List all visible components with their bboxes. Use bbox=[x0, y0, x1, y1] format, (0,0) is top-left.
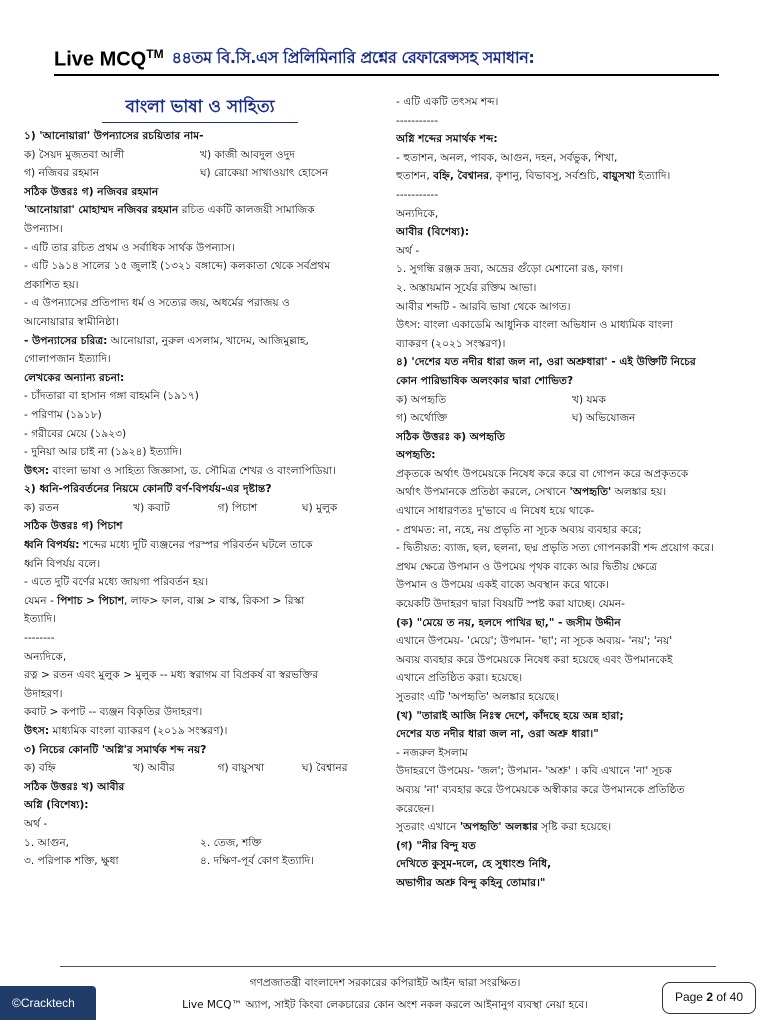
explanation-line: ব্যাকরণ (২০২১ সংস্করণ)। bbox=[396, 337, 506, 350]
explanation-line: সুতরাং এখানে 'অপহৃতি' অলঙ্কার সৃষ্টি করা হয়েছে। bbox=[396, 821, 612, 834]
explanation-line: আনোয়ারার স্বামীনিষ্ঠা। bbox=[24, 315, 119, 328]
option: গ) অর্থোক্তি bbox=[396, 412, 448, 425]
example-quote: দেখিতে কুসুম-দলে, হে সুধাংশু নিধি, bbox=[396, 858, 552, 871]
header-title: ৪৪তম বি.সি.এস প্রিলিমিনারি প্রশ্নের রেফারেন্সসহ সমাধান: bbox=[171, 48, 535, 67]
option: খ) আবীর bbox=[133, 762, 175, 775]
explanation-line: রত্ন > রতন এবং মুলুক > মুলুক -- মধ্য স্বরাগম বা বিপ্রকর্ষ বা স্বরভক্তির bbox=[24, 669, 319, 682]
explanation-line: - গরীবের মেয়ে (১৯২৩) bbox=[24, 427, 127, 440]
explanation-line: হুতাশন, বহ্নি, বৈশ্বানর, কৃশানু, বিভাবসু, সর্বশুচি, বায়ুসখা ইত্যাদি। bbox=[396, 170, 671, 183]
question-3: ৩) নিচের কোনটি 'অগ্নি'র সমার্থক শব্দ নয়? bbox=[24, 743, 207, 756]
separator: -------- bbox=[24, 632, 55, 645]
explanation-line: ধ্বনি বিপর্যয় বলে। bbox=[24, 557, 101, 570]
explanation-line: উপন্যাস। bbox=[24, 222, 63, 235]
explanation-line: - এ উপন্যাসের প্রতিপাদ্য ধর্ম ও সত্যের জয়, অধর্মের পরাজয় ও bbox=[24, 297, 290, 310]
explanation-line: - পরিণাম (১৯১৮) bbox=[24, 408, 102, 421]
meaning: ৪. দক্ষিণ-পূর্ব কোণ ইত্যাদি। bbox=[200, 855, 315, 868]
option: খ) কবাট bbox=[133, 501, 170, 514]
meanings-row bbox=[24, 852, 376, 871]
explanation-line: অপহৃতি: bbox=[396, 449, 436, 462]
page-header bbox=[54, 36, 719, 76]
option: গ) বায়ুসখা bbox=[217, 762, 265, 775]
explanation-line: এখানে সাধারণতঃ দু'ভাবে এ নিষেধ হয়ে থাকে- bbox=[396, 505, 595, 518]
explanation-line: প্রকাশিত হয়। bbox=[24, 278, 79, 291]
page-number: Page 2 of 40 bbox=[662, 982, 756, 1014]
explanation-line: আবীর (বিশেষ্য): bbox=[396, 226, 470, 239]
example-quote: (খ) "তারাই আজি নিঃস্ব দেশে, কাঁদছে হয়ে অন্ন হারা; bbox=[396, 709, 624, 722]
brand-title: Live MCQ™ bbox=[54, 47, 164, 71]
legal-notice: Live MCQ™ অ্যাপ, সাইট কিংবা লেকচারের কোন অংশ নকল করলে আইনানুগ ব্যবস্থা নেয়া হবে। bbox=[182, 999, 588, 1011]
section-title: বাংলা ভাষা ও সাহিত্য bbox=[102, 92, 298, 123]
option: ক) অপহৃতি bbox=[396, 393, 447, 406]
explanation-line: - হুতাশন, অনল, পাবক, আগুন, দহন, সর্বভুক, শিখা, bbox=[396, 151, 618, 164]
explanation-line: ২. অস্তায়মান সূর্যের রক্তিম আভা। bbox=[396, 281, 537, 294]
source-line: উৎস: মাধ্যমিক বাংলা ব্যাকরণ (২০১৯ সংস্করণ)। bbox=[24, 725, 228, 737]
explanation-line: লেখকের অন্যান্য রচনা: bbox=[24, 371, 125, 384]
option: ক) সৈয়দ মুজতবা আলী bbox=[24, 148, 125, 161]
explanation-line: অর্থ - bbox=[396, 244, 420, 257]
explanation-line: প্রথম ক্ষেত্রে উপমান ও উপমেয় পৃথক বাক্যে আর দ্বিতীয় ক্ষেত্রে bbox=[396, 560, 658, 573]
left-column bbox=[24, 92, 376, 952]
question-3-options bbox=[24, 759, 376, 778]
explanation-line: ধ্বনি বিপর্যয়: শব্দের মধ্যে দুটি ব্যঞ্জনের পরস্পর পরিবর্তন ঘটলে তাকে bbox=[24, 539, 313, 552]
meaning: ২. তেজ, শক্তি bbox=[200, 836, 262, 849]
answer-4: সঠিক উত্তরঃ ক) অপহৃতি bbox=[396, 430, 505, 443]
example-quote: অভাগীর অশ্রু বিন্দু কহিনু তোমার।" bbox=[396, 876, 546, 889]
option: ঘ) অভিযোজন bbox=[572, 412, 636, 425]
explanation-line: অগ্নি শব্দের সমার্থক শব্দ: bbox=[396, 133, 498, 146]
meaning: ৩. পরিপাক শক্তি, ক্ষুধা bbox=[24, 855, 119, 868]
explanation-line: কবাট > কপাট -- ব্যঞ্জন বিকৃতির উদাহরণ। bbox=[24, 706, 203, 719]
meaning: ১. আগুন, bbox=[24, 836, 70, 849]
explanation-line: - প্রথমত: না, নহে, নয় প্রভৃতি না সূচক অব্যয় ব্যবহার করে; bbox=[396, 523, 642, 536]
explanation-line: উদাহরণে উপমেয়- 'জল'; উপমান- 'অশ্রু' । কবি এখানে 'না' সূচক bbox=[396, 765, 672, 778]
explanation-line: 'আনোয়ারা' মোহাম্মদ নজিবর রহমান রচিত একটি কালজয়ী সামাজিক bbox=[24, 204, 315, 217]
question-1-options-b bbox=[24, 164, 376, 183]
option: ক) বহ্নি bbox=[24, 762, 56, 775]
explanation-line: অর্থ - bbox=[24, 817, 48, 830]
explanation-line: - এটি ১৯১৪ সালের ১৫ জুলাই (১৩২১ বঙ্গাব্দে) কলকাতা থেকে সর্বপ্রথম bbox=[24, 260, 331, 273]
example-quote: দেশের যত নদীর ধারা জল না, ওরা অশ্রু ধারা।" bbox=[396, 728, 599, 741]
explanation-line: উপমান ও উপমেয় একই বাক্যে অবস্থান করে থাকে। bbox=[396, 579, 609, 592]
option: গ) পিচাশ bbox=[217, 501, 258, 514]
explanation-line: উদাহরণ। bbox=[24, 687, 63, 700]
explanation-line: ১. সুগন্ধি রঞ্জক দ্রব্য, অভ্রের গুঁড়ো মেশানো রঙ, ফাগ। bbox=[396, 263, 624, 276]
explanation-line: প্রকৃতকে অর্থাৎ উপমেয়কে নিষেধ করে করে বা গোপন করে অপ্রকৃতকে bbox=[396, 467, 689, 480]
option: ক) রতন bbox=[24, 501, 60, 514]
explanation-line: এখানে উপমেয়- 'মেয়ে'; উপমান- 'ছা'; না সূচক অব্যয়- 'নয়'; 'নয়' bbox=[396, 635, 673, 648]
question-4-options-b bbox=[396, 409, 748, 428]
cracktech-logo: ©Cracktech bbox=[0, 986, 96, 1020]
explanation-line: - এটি তার রচিত প্রথম ও সর্বাধিক সার্থক উপন্যাস। bbox=[24, 241, 235, 254]
question-4-options-a bbox=[396, 391, 748, 410]
explanation-line: যেমন - পিশাচ > পিচাশ, লাফ> ফাল, বাক্স > বাস্ক, রিকসা > রিস্কা bbox=[24, 594, 305, 607]
right-column bbox=[396, 93, 748, 953]
option: ঘ) মুলুক bbox=[302, 501, 338, 514]
source-line: উৎস: বাংলা ভাষা ও সাহিত্য জিজ্ঞাসা, ড. সৌমিত্র শেখর ও বাংলাপিডিয়া। bbox=[24, 464, 336, 477]
explanation-line: - দুনিয়া আর চাই না (১৯২৪) ইত্যাদি। bbox=[24, 446, 182, 459]
explanation-line: - এতে দুটি বর্ণের মধ্যে জায়গা পরিবর্তন হয়। bbox=[24, 576, 209, 589]
meanings-row bbox=[24, 834, 376, 853]
copyright-notice: গণপ্রজাতন্ত্রী বাংলাদেশ সরকারের কপিরাইট আইন দ্বারা সংরক্ষিত। bbox=[249, 977, 521, 989]
explanation-line: - দ্বিতীয়ত: ব্যাজ, ছল, ছলনা, ছদ্ম প্রভৃতি সত্য গোপনকারী শব্দ প্রয়োগ করে। bbox=[396, 542, 714, 555]
explanation-line: অব্যয় ব্যবহার করে উপমেয়কে নিষেধ করা হয়েছে এবং উপমানকেই bbox=[396, 653, 673, 666]
answer-2: সঠিক উত্তরঃ গ) পিচাশ bbox=[24, 520, 123, 533]
explanation-line: করেছেন। bbox=[396, 802, 435, 815]
question-1-options-a bbox=[24, 146, 376, 165]
explanation-line: এখানে প্রতিষ্ঠিত করা। হয়েছে। bbox=[396, 672, 523, 685]
question-2: ২) ধ্বনি-পরিবর্তনের নিয়মে কোনটি বর্ণ-বিপর্যয়-এর দৃষ্টান্ত? bbox=[24, 483, 272, 496]
explanation-line: অব্যয় 'না' ব্যবহার করে উপমেয়কে অস্বীকার করে উপমানকে প্রতিষ্ঠিত bbox=[396, 783, 685, 796]
explanation-line: - নজরুল ইসলাম bbox=[396, 746, 468, 759]
question-4: ৪) 'দেশের যত নদীর ধারা জল না, ওরা অশ্রুধারা' - এই উক্তিটি নিচের bbox=[396, 356, 696, 369]
separator: ----------- bbox=[396, 188, 439, 201]
option: গ) নজিবর রহমান bbox=[24, 167, 100, 180]
explanation-line: সুতরাং এটি 'অপহৃতি' অলঙ্কার হয়েছে। bbox=[396, 691, 559, 703]
explanation-line: ইত্যাদি। bbox=[24, 613, 56, 626]
option: ঘ) রোকেয়া সাখাওয়াৎ হোসেন bbox=[200, 167, 329, 180]
footer-divider bbox=[60, 966, 716, 967]
separator: ----------- bbox=[396, 114, 439, 127]
explanation-line: গোলাপজান ইত্যাদি। bbox=[24, 353, 111, 366]
answer-1: সঠিক উত্তরঃ গ) নজিবর রহমান bbox=[24, 185, 159, 198]
example-quote: (গ) "নীর বিন্দু যত bbox=[396, 839, 476, 852]
option: ঘ) বৈশ্বানর bbox=[302, 762, 348, 775]
explanation-line: উৎস: বাংলা একাডেমি আধুনিক বাংলা অভিধান ও মাধ্যমিক বাংলা bbox=[396, 319, 673, 332]
question-1: ১) 'আনোয়ারা' উপন্যাসের রচয়িতার নাম- bbox=[24, 130, 204, 142]
explanation-line: অন্যদিকে, bbox=[396, 207, 439, 220]
option: খ) কাজী আবদুল ওদুদ bbox=[200, 148, 295, 161]
example-quote: (ক) "মেয়ে ত নয়, হলদে পাখির ছা," - জসীম উদ্দীন bbox=[396, 616, 621, 629]
option: খ) যমক bbox=[572, 393, 606, 406]
question-4: কোন পারিভাষিক অলংকার দ্বারা শোভিত? bbox=[396, 374, 574, 387]
explanation-line: আবীর শব্দটি - আরবি ভাষা থেকে আগত। bbox=[396, 300, 571, 313]
explanation-line: - এটি একটি তৎসম শব্দ। bbox=[396, 96, 499, 108]
explanation-line: - উপন্যাসের চরিত্র: আনোয়ারা, নুরুল এসলাম, খাদেম, আজিমুল্লাহ, bbox=[24, 334, 309, 347]
explanation-line: অগ্নি (বিশেষ্য): bbox=[24, 799, 89, 812]
explanation-line: - চাঁদতারা বা হাসান গঙ্গা বাহমনি (১৯১৭) bbox=[24, 390, 199, 403]
explanation-line: অন্যদিকে, bbox=[24, 650, 67, 663]
explanation-line: কয়েকটি উদাহরণ দ্বারা বিষয়টি স্পষ্ট করা যাচ্ছে। যেমন- bbox=[396, 598, 625, 611]
question-2-options bbox=[24, 499, 376, 518]
explanation-line: অর্থাৎ উপমানকে প্রতিষ্ঠা করলে, সেখানে 'অপহৃতি' অলঙ্কার হয়। bbox=[396, 486, 667, 499]
answer-3: সঠিক উত্তরঃ খ) আবীর bbox=[24, 780, 125, 793]
